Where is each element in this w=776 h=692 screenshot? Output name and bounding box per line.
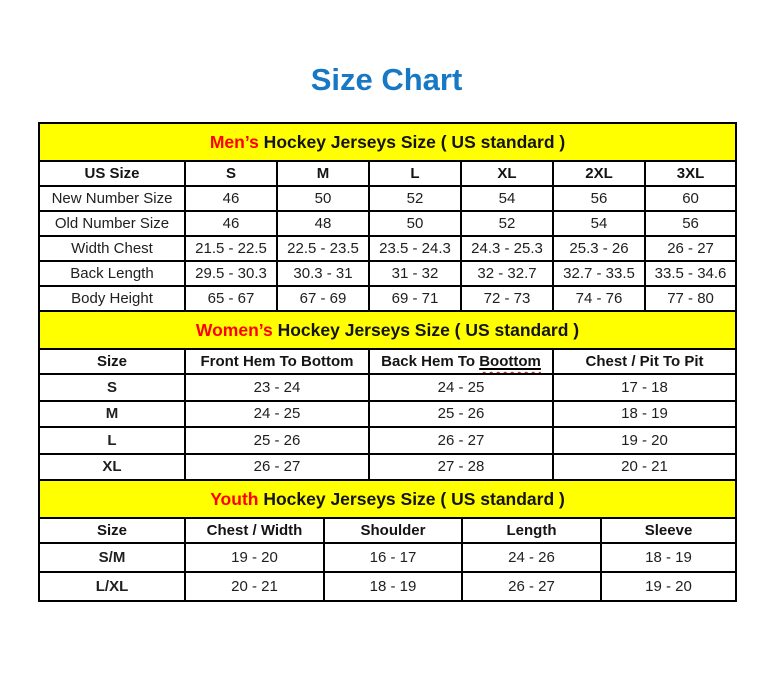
- table-cell: 18 - 19: [553, 401, 736, 428]
- row-label: L: [39, 427, 185, 454]
- column-header: S: [185, 161, 277, 186]
- table-cell: 46: [185, 211, 277, 236]
- misspelled-word: Boottom: [479, 353, 541, 370]
- womens-title-rest-text: Hockey Jerseys Size ( US standard ): [272, 319, 580, 340]
- column-header: L: [369, 161, 461, 186]
- table-row: [39, 261, 736, 286]
- table-cell: 46: [185, 186, 277, 211]
- table-row: [39, 374, 736, 401]
- table-cell: 24 - 26: [462, 543, 601, 572]
- column-header: 3XL: [645, 161, 736, 186]
- table-cell: 20 - 21: [553, 454, 736, 481]
- table-cell: 23.5 - 24.3: [369, 236, 461, 261]
- table-cell: 32 - 32.7: [461, 261, 553, 286]
- mens-size-table: [38, 122, 737, 312]
- row-label: Old Number Size: [39, 211, 185, 236]
- womens-size-section: [38, 310, 735, 481]
- row-label: S: [39, 374, 185, 401]
- table-cell: 19 - 20: [185, 543, 324, 572]
- table-row: [39, 236, 736, 261]
- table-cell: 23 - 24: [185, 374, 369, 401]
- table-cell: 16 - 17: [324, 543, 462, 572]
- column-header: 2XL: [553, 161, 645, 186]
- column-header: Back Hem To Boottom: [369, 349, 553, 374]
- table-cell: 54: [461, 186, 553, 211]
- womens-title-red-text: Women’s: [195, 319, 273, 340]
- table-cell: 77 - 80: [645, 286, 736, 311]
- table-cell: 48: [277, 211, 369, 236]
- table-cell: 27 - 28: [369, 454, 553, 481]
- mens-title-red-text: Men’s: [209, 131, 259, 152]
- table-row: [39, 211, 736, 236]
- mens-title-row: [39, 123, 736, 161]
- table-cell: 26 - 27: [369, 427, 553, 454]
- table-cell: 24 - 25: [185, 401, 369, 428]
- column-header: Shoulder: [324, 518, 462, 543]
- table-cell: 30.3 - 31: [277, 261, 369, 286]
- table-cell: 52: [461, 211, 553, 236]
- youth-title-red-text: Youth: [210, 488, 259, 509]
- table-cell: 65 - 67: [185, 286, 277, 311]
- table-cell: 69 - 71: [369, 286, 461, 311]
- column-header: Front Hem To Bottom: [185, 349, 369, 374]
- row-label: S/M: [39, 543, 185, 572]
- table-row: [39, 572, 736, 601]
- youth-title-rest-text: Hockey Jerseys Size ( US standard ): [258, 488, 565, 509]
- table-cell: 60: [645, 186, 736, 211]
- table-cell: 25.3 - 26: [553, 236, 645, 261]
- table-cell: 18 - 19: [324, 572, 462, 601]
- row-label: XL: [39, 454, 185, 481]
- table-cell: 21.5 - 22.5: [185, 236, 277, 261]
- table-row: [39, 186, 736, 211]
- table-row: [39, 543, 736, 572]
- table-cell: 33.5 - 34.6: [645, 261, 736, 286]
- table-cell: 74 - 76: [553, 286, 645, 311]
- table-cell: 31 - 32: [369, 261, 461, 286]
- table-row: [39, 454, 736, 481]
- row-label: New Number Size: [39, 186, 185, 211]
- table-cell: 54: [553, 211, 645, 236]
- column-header: Sleeve: [601, 518, 736, 543]
- column-header: Length: [462, 518, 601, 543]
- page-title: Size Chart: [310, 62, 463, 97]
- table-cell: 26 - 27: [462, 572, 601, 601]
- table-cell: 67 - 69: [277, 286, 369, 311]
- column-header: M: [277, 161, 369, 186]
- table-cell: 26 - 27: [645, 236, 736, 261]
- womens-table-body: [39, 374, 736, 480]
- row-label: Width Chest: [39, 236, 185, 261]
- table-cell: 25 - 26: [185, 427, 369, 454]
- table-cell: 17 - 18: [553, 374, 736, 401]
- table-row: [39, 401, 736, 428]
- table-cell: 72 - 73: [461, 286, 553, 311]
- table-cell: 56: [553, 186, 645, 211]
- table-cell: 19 - 20: [601, 572, 736, 601]
- row-label: L/XL: [39, 572, 185, 601]
- row-label: M: [39, 401, 185, 428]
- column-header: Chest / Pit To Pit: [553, 349, 736, 374]
- mens-table-body: [39, 186, 736, 311]
- table-cell: 22.5 - 23.5: [277, 236, 369, 261]
- table-cell: 18 - 19: [601, 543, 736, 572]
- column-header: Size: [39, 518, 185, 543]
- table-row: [39, 427, 736, 454]
- youth-size-section: [38, 479, 735, 602]
- table-cell: 50: [369, 211, 461, 236]
- row-label: Body Height: [39, 286, 185, 311]
- mens-title-band: [39, 123, 736, 161]
- mens-column-header-row: [39, 161, 736, 186]
- womens-title-band: [39, 311, 736, 349]
- table-cell: 19 - 20: [553, 427, 736, 454]
- womens-column-header-row: [39, 349, 736, 374]
- table-row: [39, 286, 736, 311]
- table-cell: 32.7 - 33.5: [553, 261, 645, 286]
- youth-table-body: [39, 543, 736, 601]
- table-cell: 24.3 - 25.3: [461, 236, 553, 261]
- row-label: Back Length: [39, 261, 185, 286]
- table-cell: 25 - 26: [369, 401, 553, 428]
- table-cell: 56: [645, 211, 736, 236]
- column-header: XL: [461, 161, 553, 186]
- column-header: Chest / Width: [185, 518, 324, 543]
- youth-title-band: [39, 480, 736, 518]
- mens-title-rest-text: Hockey Jerseys Size ( US standard ): [258, 131, 566, 152]
- table-cell: 52: [369, 186, 461, 211]
- size-tables: [38, 122, 735, 602]
- youth-title-row: [39, 480, 736, 518]
- table-cell: 50: [277, 186, 369, 211]
- table-cell: 26 - 27: [185, 454, 369, 481]
- womens-title-row: [39, 311, 736, 349]
- table-cell: 24 - 25: [369, 374, 553, 401]
- mens-size-section: [38, 122, 735, 312]
- youth-column-header-row: [39, 518, 736, 543]
- column-header: US Size: [39, 161, 185, 186]
- column-header: Size: [39, 349, 185, 374]
- youth-size-table: [38, 479, 737, 602]
- table-cell: 29.5 - 30.3: [185, 261, 277, 286]
- womens-size-table: [38, 310, 737, 481]
- table-cell: 20 - 21: [185, 572, 324, 601]
